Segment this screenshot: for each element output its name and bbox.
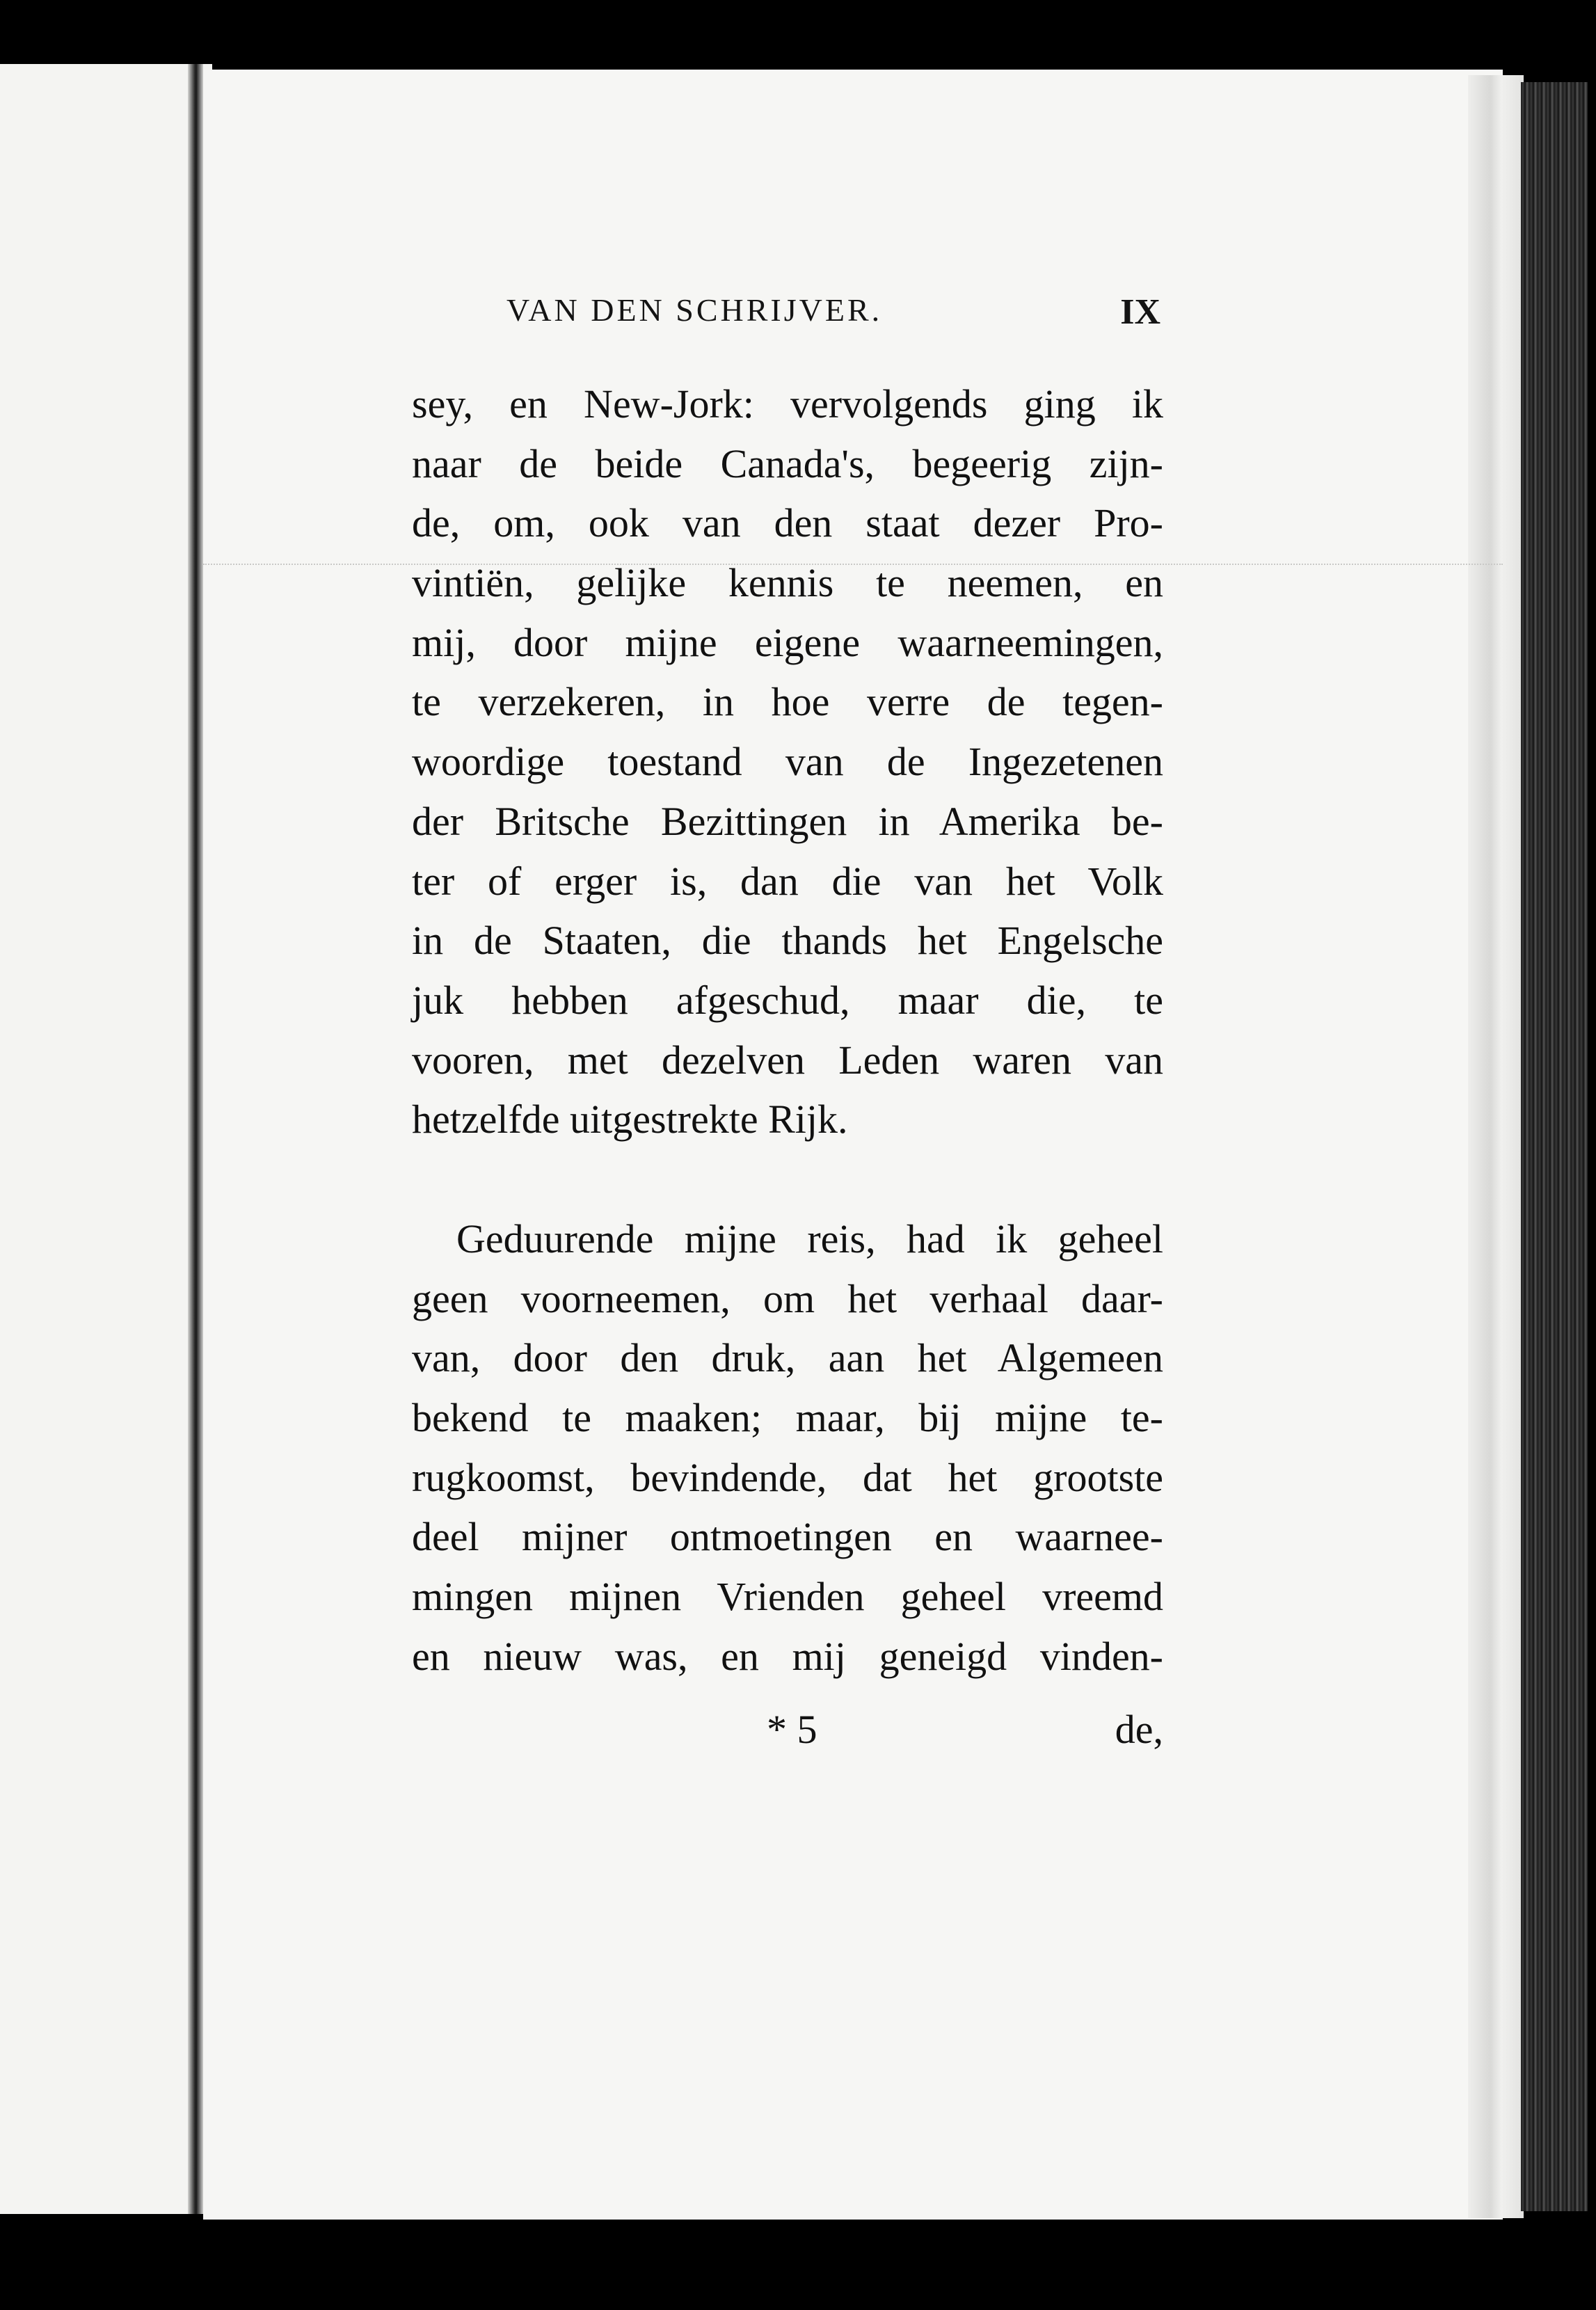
page-footer (412, 1706, 1163, 1769)
paragraph-spacer (412, 1149, 1163, 1209)
text-line: en nieuw was, en mij geneigd vinden- (412, 1633, 1163, 1679)
running-header (506, 282, 1160, 351)
text-line: mingen mijnen Vrienden geheel vreemd (412, 1574, 1163, 1620)
body-text (412, 374, 1163, 1686)
paragraph-2 (412, 1209, 1163, 1687)
text-line: te verzekeren, in hoe verre de tegen- (412, 679, 1163, 725)
running-head-title: VAN DEN SCHRIJVER. (506, 292, 883, 328)
fore-edge (1521, 82, 1588, 2211)
signature-mark: * 5 (767, 1707, 817, 1752)
text-line: deel mijner ontmoetingen en waarnee- (412, 1514, 1163, 1560)
text-line: de, om, ook van den staat dezer Pro- (412, 500, 1163, 546)
text-line: vooren, met dezelven Leden waren van (412, 1037, 1163, 1083)
text-line: ter of erger is, dan die van het Volk (412, 858, 1163, 904)
page-number: IX (1120, 292, 1160, 332)
text-line: rugkoomst, bevindende, dat het grootste (412, 1454, 1163, 1500)
text-line: hetzelfde uitgestrekte Rijk. (412, 1097, 848, 1142)
text-line: naar de beide Canada's, begeerig zijn- (412, 440, 1163, 486)
text-line: sey, en New-Jork: vervolgends ging ik (412, 381, 1163, 427)
book-gutter (188, 64, 203, 2214)
text-line: Geduurende mijne reis, had ik geheel (456, 1216, 1163, 1261)
text-line: in de Staaten, die thands het Engelsche (412, 918, 1163, 964)
paragraph-1 (412, 374, 1163, 1149)
text-line: woordige toestand van de Ingezetenen (412, 739, 1163, 785)
text-line: vintiën, gelijke kennis te neemen, en (412, 560, 1163, 606)
text-line: van, door den druk, aan het Algemeen (412, 1335, 1163, 1381)
page-edge-shadow (1468, 75, 1524, 2218)
text-line: geen voorneemen, om het verhaal daar- (412, 1275, 1163, 1321)
catchword: de, (1115, 1707, 1163, 1752)
text-line: bekend te maaken; maar, bij mijne te- (412, 1395, 1163, 1440)
text-line: mij, door mijne eigene waarneemingen, (412, 619, 1163, 665)
text-line: juk hebben afgeschud, maar die, te (412, 977, 1163, 1023)
previous-page-edge (0, 64, 212, 2214)
text-line: der Britsche Bezittingen in Amerika be- (412, 798, 1163, 844)
